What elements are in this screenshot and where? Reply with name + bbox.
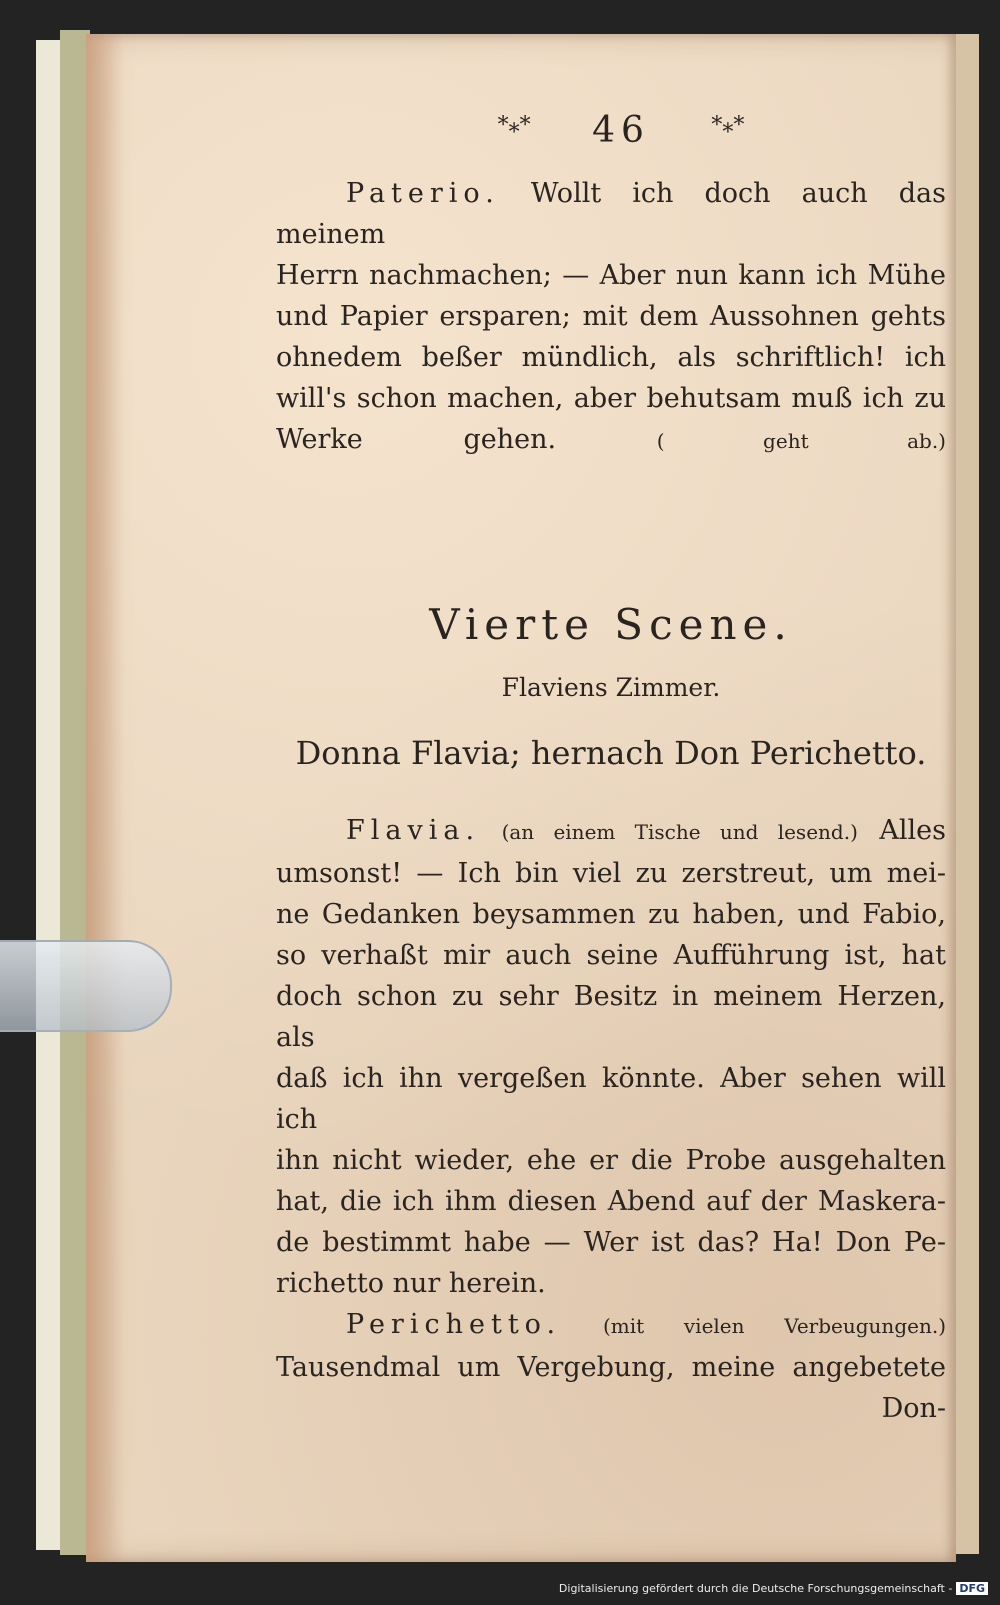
page-header xyxy=(276,110,946,151)
page-clip xyxy=(0,940,172,1032)
speaker-name: Flavia. xyxy=(346,815,481,846)
perichetto-speech xyxy=(276,1304,946,1429)
stage-direction: (an einem Tische und lesend.) xyxy=(501,820,858,844)
speech-text: Werke gehen. xyxy=(276,424,557,455)
stage-direction: (mit vielen Verbeugungen.) xyxy=(602,1314,946,1338)
header-ornament-left: *⁎* xyxy=(497,113,531,138)
text-line: hat, die ich ihm diesen Abend auf der Maskera- xyxy=(276,1186,946,1217)
page-content xyxy=(276,110,946,1429)
footer-text: Digitalisierung gefördert durch die Deutsche Forschungsgemeinschaft - xyxy=(558,1582,953,1595)
scene-persons: Donna Flavia; hernach Don Perichetto. xyxy=(295,734,927,772)
text-line: Herrn nachmachen; — Aber nun kann ich Mühe xyxy=(276,260,946,291)
text-line xyxy=(276,419,946,462)
catchword: Don- xyxy=(881,1393,946,1424)
text-line: daß ich ihn vergeßen könnte. Aber sehen will ich xyxy=(276,1063,946,1135)
text-line xyxy=(276,810,946,853)
text-line: ohnedem beßer mündlich, als schriftlich! ich xyxy=(276,342,946,373)
header-ornament-right: *⁎* xyxy=(711,113,745,138)
speech-text: Wollt ich doch auch das meinem xyxy=(276,178,946,250)
text-line: will's schon machen, aber behutsam muß ich zu xyxy=(276,383,946,414)
page-number: 46 xyxy=(592,110,650,151)
text-line xyxy=(276,1304,946,1347)
stage-direction: ( geht ab.) xyxy=(656,429,946,453)
text-line xyxy=(276,173,946,255)
flavia-speech xyxy=(276,810,946,1304)
page-gutter xyxy=(86,34,124,1562)
digitization-footer xyxy=(559,1582,988,1595)
scene-title: Vierte Scene. xyxy=(429,600,793,649)
dfg-logo: DFG xyxy=(956,1582,988,1595)
speaker-name: Perichetto. xyxy=(346,1309,562,1340)
scene-place: Flaviens Zimmer. xyxy=(501,673,721,702)
text-line: de bestimmt habe — Wer ist das? Ha! Don Pe- xyxy=(276,1227,946,1258)
speaker-name: Paterio. xyxy=(346,178,500,209)
text-line: doch schon zu sehr Besitz in meinem Herzen, als xyxy=(276,981,946,1053)
text-line: umsonst! — Ich bin viel zu zerstreut, um mei- xyxy=(276,858,946,889)
speech-text: Alles xyxy=(879,815,946,846)
text-line: und Papier ersparen; mit dem Aussohnen gehts xyxy=(276,301,946,332)
text-line: richetto nur herein. xyxy=(276,1268,546,1299)
paterio-speech xyxy=(276,173,946,462)
text-line: so verhaßt mir auch seine Aufführung ist, hat xyxy=(276,940,946,971)
text-line: ne Gedanken beysammen zu haben, und Fabio, xyxy=(276,899,946,930)
text-line: Tausendmal um Vergebung, meine angebetete xyxy=(276,1352,946,1383)
text-line: ihn nicht wieder, ehe er die Probe ausgehalten xyxy=(276,1145,946,1176)
